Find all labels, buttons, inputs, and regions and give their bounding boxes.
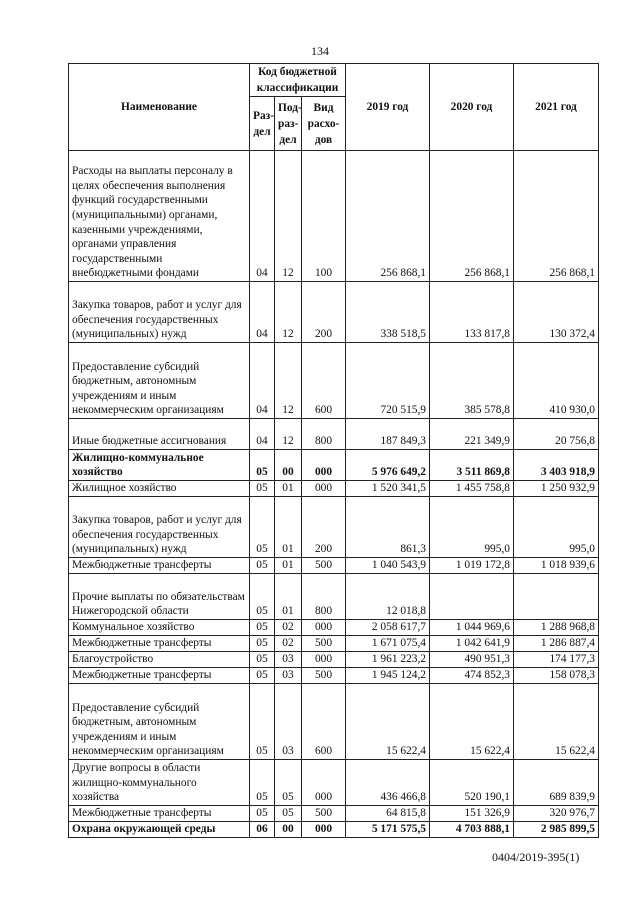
row-subsection-cell: 05 [275,806,302,822]
row-expense-type-cell: 600 [302,684,346,760]
row-subsection-cell: 01 [275,497,302,558]
row-name-cell: Предоставление субсидий бюджетным, автономным учреждениям и иным некоммерческим организациям [69,343,250,419]
row-subsection-cell: 00 [275,450,302,481]
row-name-cell: Благоустройство [69,652,250,668]
row-value-2020-cell: 1 455 758,8 [430,481,514,497]
row-expense-type-cell: 000 [302,481,346,497]
row-section-cell: 05 [250,684,275,760]
row-section-cell: 05 [250,620,275,636]
row-value-2021-cell: 995,0 [514,497,599,558]
row-expense-type-cell: 600 [302,343,346,419]
row-value-2021-cell: 20 756,8 [514,419,599,450]
row-expense-type-cell: 000 [302,822,346,838]
row-name-cell: Иные бюджетные ассигнования [69,419,250,450]
row-name-cell: Коммунальное хозяйство [69,620,250,636]
row-value-2021-cell [514,574,599,620]
table-row [69,558,599,574]
row-value-2019-cell: 15 622,4 [346,684,430,760]
budget-table [68,63,599,838]
row-value-2020-cell: 15 622,4 [430,684,514,760]
table-row [69,684,599,760]
row-value-2021-cell: 256 868,1 [514,151,599,282]
header-year-2021: 2021 год [514,64,599,151]
row-section-cell: 05 [250,668,275,684]
row-section-cell: 05 [250,450,275,481]
row-expense-type-cell: 500 [302,636,346,652]
row-value-2019-cell: 338 518,5 [346,282,430,343]
row-expense-type-cell: 500 [302,806,346,822]
row-value-2021-cell: 3 403 918,9 [514,450,599,481]
row-subsection-cell: 03 [275,668,302,684]
row-value-2020-cell: 520 190,1 [430,760,514,806]
row-subsection-cell: 12 [275,151,302,282]
row-section-cell: 05 [250,481,275,497]
row-name-cell: Предоставление субсидий бюджетным, автономным учреждениям и иным некоммерческим организациям [69,684,250,760]
table-header [69,64,599,151]
row-value-2020-cell: 474 852,3 [430,668,514,684]
row-value-2019-cell: 2 058 617,7 [346,620,430,636]
row-value-2019-cell: 5 976 649,2 [346,450,430,481]
header-year-2019: 2019 год [346,64,430,151]
row-expense-type-cell: 000 [302,652,346,668]
row-value-2021-cell: 1 288 968,8 [514,620,599,636]
table-row [69,151,599,282]
row-value-2020-cell [430,574,514,620]
row-expense-type-cell: 200 [302,497,346,558]
row-section-cell: 04 [250,151,275,282]
row-value-2019-cell: 861,3 [346,497,430,558]
row-subsection-cell: 00 [275,822,302,838]
row-expense-type-cell: 000 [302,760,346,806]
row-expense-type-cell: 800 [302,419,346,450]
row-value-2021-cell: 15 622,4 [514,684,599,760]
row-value-2020-cell: 1 044 969,6 [430,620,514,636]
row-name-cell: Межбюджетные трансферты [69,636,250,652]
row-value-2021-cell: 689 839,9 [514,760,599,806]
row-value-2021-cell: 2 985 899,5 [514,822,599,838]
row-name-cell: Другие вопросы в области жилищно-коммунального хозяйства [69,760,250,806]
row-value-2019-cell: 1 671 075,4 [346,636,430,652]
row-name-cell: Охрана окружающей среды [69,822,250,838]
row-value-2019-cell: 436 466,8 [346,760,430,806]
table-row [69,419,599,450]
header-section: Раз-дел [250,97,275,151]
row-value-2020-cell: 133 817,8 [430,282,514,343]
header-name: Наименование [69,64,250,151]
row-name-cell: Межбюджетные трансферты [69,806,250,822]
table-row [69,806,599,822]
row-value-2019-cell: 1 945 124,2 [346,668,430,684]
row-section-cell: 04 [250,343,275,419]
row-subsection-cell: 12 [275,343,302,419]
row-expense-type-cell: 500 [302,558,346,574]
row-section-cell: 04 [250,419,275,450]
row-name-cell: Закупка товаров, работ и услуг для обеспечения государственных (муниципальных) нужд [69,497,250,558]
row-subsection-cell: 01 [275,574,302,620]
header-budget-code: Код бюджетной классификации [250,64,346,97]
row-value-2020-cell: 1 042 641,9 [430,636,514,652]
row-name-cell: Жилищное хозяйство [69,481,250,497]
row-value-2021-cell: 174 177,3 [514,652,599,668]
row-value-2021-cell: 130 372,4 [514,282,599,343]
row-value-2019-cell: 64 815,8 [346,806,430,822]
row-value-2020-cell: 1 019 172,8 [430,558,514,574]
row-section-cell: 05 [250,574,275,620]
row-value-2019-cell: 1 040 543,9 [346,558,430,574]
row-subsection-cell: 01 [275,481,302,497]
row-expense-type-cell: 200 [302,282,346,343]
table-row [69,450,599,481]
row-expense-type-cell: 000 [302,450,346,481]
table-row [69,636,599,652]
row-section-cell: 05 [250,652,275,668]
table-body [69,151,599,838]
row-name-cell: Расходы на выплаты персоналу в целях обеспечения выполнения функций государственными (муниципальными) органами, казенными учреждениями, органами управления государственными внебюджетными фондами [69,151,250,282]
table-row [69,822,599,838]
row-expense-type-cell: 000 [302,620,346,636]
header-year-2020: 2020 год [430,64,514,151]
row-expense-type-cell: 500 [302,668,346,684]
row-value-2020-cell: 4 703 888,1 [430,822,514,838]
row-subsection-cell: 02 [275,620,302,636]
row-subsection-cell: 12 [275,419,302,450]
table-row [69,574,599,620]
row-value-2020-cell: 995,0 [430,497,514,558]
row-value-2020-cell: 490 951,3 [430,652,514,668]
row-value-2020-cell: 221 349,9 [430,419,514,450]
row-value-2021-cell: 158 078,3 [514,668,599,684]
row-section-cell: 05 [250,558,275,574]
row-value-2021-cell: 410 930,0 [514,343,599,419]
page-number: 134 [311,44,329,58]
table-row [69,343,599,419]
row-value-2021-cell: 1 250 932,9 [514,481,599,497]
row-section-cell: 05 [250,806,275,822]
row-value-2019-cell: 1 520 341,5 [346,481,430,497]
row-section-cell: 04 [250,282,275,343]
row-subsection-cell: 03 [275,684,302,760]
row-value-2019-cell: 187 849,3 [346,419,430,450]
row-subsection-cell: 05 [275,760,302,806]
row-section-cell: 05 [250,760,275,806]
row-value-2019-cell: 256 868,1 [346,151,430,282]
table-row [69,481,599,497]
row-expense-type-cell: 100 [302,151,346,282]
table-row [69,497,599,558]
table-row [69,620,599,636]
row-expense-type-cell: 800 [302,574,346,620]
table-row [69,652,599,668]
row-value-2020-cell: 151 326,9 [430,806,514,822]
row-value-2020-cell: 385 578,8 [430,343,514,419]
row-name-cell: Жилищно-коммунальное хозяйство [69,450,250,481]
row-subsection-cell: 03 [275,652,302,668]
document-code: 0404/2019-395(1) [492,850,580,864]
row-value-2020-cell: 3 511 869,8 [430,450,514,481]
row-value-2021-cell: 320 976,7 [514,806,599,822]
table-row [69,282,599,343]
header-subsection: Под-раз-дел [275,97,302,151]
row-value-2019-cell: 5 171 575,5 [346,822,430,838]
row-section-cell: 05 [250,636,275,652]
row-name-cell: Прочие выплаты по обязательствам Нижегородской области [69,574,250,620]
row-subsection-cell: 02 [275,636,302,652]
row-value-2021-cell: 1 286 887,4 [514,636,599,652]
header-expense-type: Вид расхо-дов [302,97,346,151]
table-row [69,668,599,684]
table-row [69,760,599,806]
row-name-cell: Межбюджетные трансферты [69,668,250,684]
row-subsection-cell: 01 [275,558,302,574]
row-subsection-cell: 12 [275,282,302,343]
row-value-2020-cell: 256 868,1 [430,151,514,282]
row-value-2019-cell: 1 961 223,2 [346,652,430,668]
row-value-2019-cell: 720 515,9 [346,343,430,419]
row-value-2021-cell: 1 018 939,6 [514,558,599,574]
row-name-cell: Межбюджетные трансферты [69,558,250,574]
row-value-2019-cell: 12 018,8 [346,574,430,620]
row-name-cell: Закупка товаров, работ и услуг для обеспечения государственных (муниципальных) нужд [69,282,250,343]
row-section-cell: 05 [250,497,275,558]
row-section-cell: 06 [250,822,275,838]
